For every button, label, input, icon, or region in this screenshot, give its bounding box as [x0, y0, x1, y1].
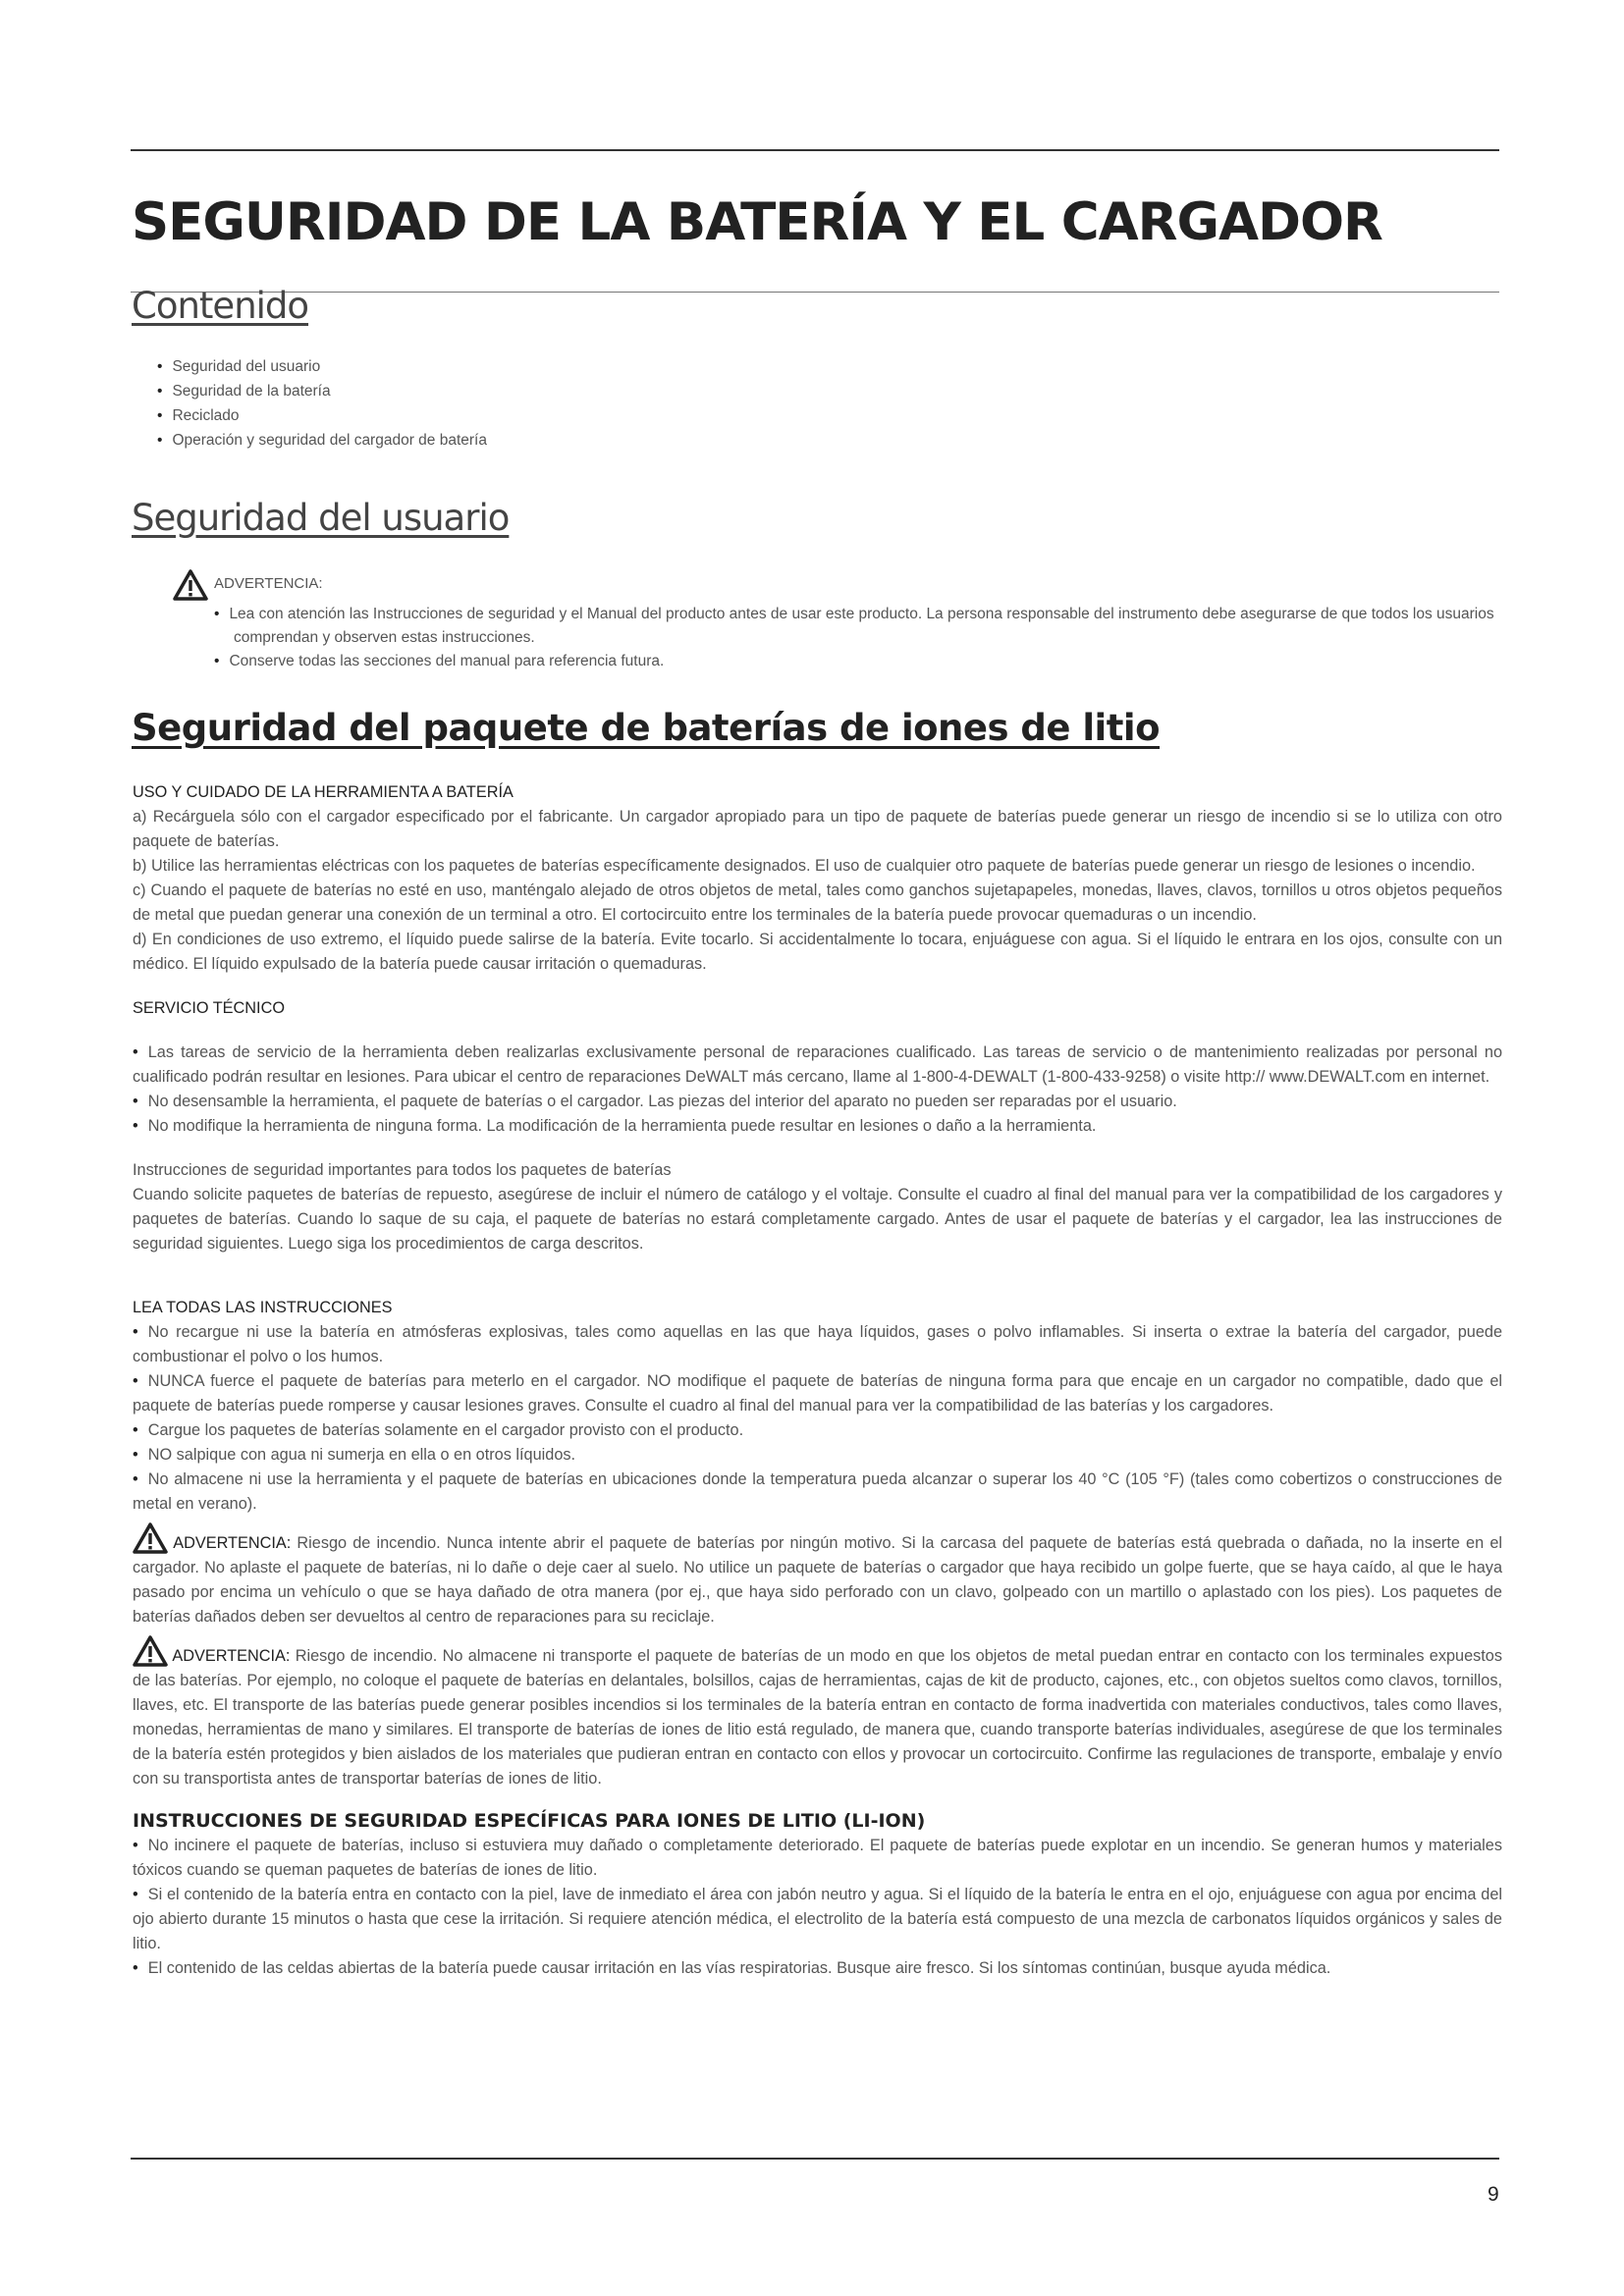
use-care-item: a) Recárguela sólo con el cargador especificado por el fabricante. Un cargador apropiado para un tipo de paquete de baterías puede generar un riesgo de incendio si se lo utiliza con otro paquete de baterías. — [133, 808, 1502, 850]
service-heading: SERVICIO TÉCNICO — [133, 999, 286, 1017]
li-ion-bullet: El contenido de las celdas abiertas de la batería puede causar irritación en las vías respiratorias. Busque aire fresco. Si los síntomas continúan, busque ayuda médica. — [147, 1959, 1331, 1977]
li-ion-bullet: Si el contenido de la batería entra en contacto con la piel, lave de inmediato el área con jabón neutro y agua. Si el líquido de la batería le entra en el ojo, enjuáguese con agua por encima del ojo abierto durante 15 minutos o hasta que cese la irritación. Si requiere atención médica, el electrolito de la batería está compuesto de una mezcla de carbonatos líquidos orgánicos y sales de litio. — [133, 1886, 1502, 1952]
warning-icon — [133, 1635, 168, 1667]
battery-pack-heading: Seguridad del paquete de baterías de iones de litio — [132, 707, 1161, 749]
read-all-bullet: Cargue los paquetes de baterías solamente en el cargador provisto con el producto. — [147, 1421, 744, 1439]
important-heading: Instrucciones de seguridad importantes para todos los paquetes de baterías — [133, 1161, 672, 1179]
contents-item: • Seguridad del usuario — [157, 354, 487, 379]
service-bullet: No desensamble la herramienta, el paquete de baterías o el cargador. Las piezas del interior del aparato no pueden ser reparadas por el usuario. — [147, 1093, 1177, 1110]
service-bullet: No modifique la herramienta de ninguna forma. La modificación de la herramienta puede resultar en lesiones o daño a la herramienta. — [147, 1117, 1097, 1135]
contents-heading: Contenido — [132, 285, 309, 327]
read-all-bullet: No almacene ni use la herramienta y el paquete de baterías en ubicaciones donde la temperatura pueda alcanzar o superar los 40 °C (105 °F) (tales como cobertizos o construcciones de metal en verano). — [133, 1470, 1502, 1513]
read-all-bullet: NO salpique con agua ni sumerja en ella o en otros líquidos. — [147, 1446, 576, 1464]
page-number: 9 — [1488, 2183, 1499, 2206]
page-title: SEGURIDAD DE LA BATERÍA Y EL CARGADOR — [132, 192, 1382, 252]
contents-item: • Seguridad de la batería — [157, 379, 487, 403]
li-ion-heading: INSTRUCCIONES DE SEGURIDAD ESPECÍFICAS PARA IONES DE LITIO (LI-ION) — [133, 1810, 926, 1832]
title-underline-rule — [131, 292, 1499, 293]
contents-item: • Operación y seguridad del cargador de batería — [157, 428, 487, 453]
user-safety-bullet: Lea con atención las Instrucciones de seguridad y el Manual del producto antes de usar este producto. La persona responsable del instrumento debe asegurarse de que todos los usuarios comprendan y observen estas instrucciones. — [229, 606, 1494, 646]
transport-warning-text: Riesgo de incendio. No almacene ni transporte el paquete de baterías de un modo en que los objetos de metal puedan entrar en contacto con los terminales expuestos de las baterías. Por ejemplo, no coloque el paquete de baterías en delantales, bolsillos, cajas de herramientas, cajas de kit de producto, cajones, etc., con objetos sueltos como clavos, tornillos, llaves, etc. El transporte de las baterías puede generar posibles incendios si los terminales de la batería entran en contacto de forma inadvertida con materiales conductivos, tales como llaves, monedas, herramientas de mano y similares. El transporte de baterías de iones de litio está regulado, de manera que, cuando transporte baterías individuales, asegúrese de que los terminales de la batería estén protegidos y bien aislados de los materiales que pudieran entran en contacto con ellos y provocar un cortocircuito. Confirme las regulaciones de transporte, embalaje y envío con su transportista antes de transportar baterías de iones de litio. — [133, 1647, 1503, 1788]
user-safety-block — [173, 569, 1508, 673]
important-text: Cuando solicite paquetes de baterías de repuesto, asegúrese de incluir el número de catálogo y el voltaje. Consulte el cuadro al final del manual para ver la compatibilidad de los cargadores y paquetes de baterías. Cuando lo saque de su caja, el paquete de baterías no estará completamente cargado. Antes de usar el paquete de baterías y el cargador, lea las instrucciones de seguridad siguientes. Luego siga los procedimientos de carga descritos. — [133, 1186, 1502, 1253]
li-ion-bullet: No incinere el paquete de baterías, incluso si estuviera muy dañado o completamente deteriorado. El paquete de baterías puede explotar en un incendio. Se generan humos y materiales tóxicos cuando se queman paquetes de baterías de iones de litio. — [133, 1837, 1502, 1879]
user-safety-bullet: Conserve todas las secciones del manual para referencia futura. — [229, 653, 665, 669]
contents-list — [157, 354, 487, 453]
battery-pack-body — [133, 780, 1502, 1981]
top-rule — [131, 149, 1499, 151]
use-care-item: c) Cuando el paquete de baterías no esté en uso, manténgalo alejado de otros objetos de metal, tales como ganchos sujetapapeles, monedas, llaves, clavos, tornillos u otros objetos pequeños de metal que puedan generar una conexión de un terminal a otro. El cortocircuito entre los terminales de la batería puede provocar quemaduras o un incendio. — [133, 881, 1502, 924]
fire-warning-text: Riesgo de incendio. Nunca intente abrir el paquete de baterías por ningún motivo. Si la carcasa del paquete de baterías está quebrada o dañada, no la inserte en el cargador. No aplaste el paquete de baterías, ni lo dañe o deje caer al suelo. No utilice un paquete de baterías o cargador que haya recibido un golpe fuerte, que se haya caído, al que le haya pasado por encima un vehículo o que se haya dañado de otra manera (por ej., que haya sido perforado con un clavo, golpeado con un martillo o aplastado con los pies). Los paquetes de baterías dañados deben ser devueltos al centro de reparaciones para su reciclaje. — [133, 1534, 1502, 1626]
use-care-heading: USO Y CUIDADO DE LA HERRAMIENTA A BATERÍA — [133, 783, 514, 801]
warning-icon — [173, 569, 208, 601]
use-care-item: d) En condiciones de uso extremo, el líquido puede salirse de la batería. Evite tocarlo. Si accidentalmente lo tocara, enjuáguese con agua. Si el líquido le entrara en los ojos, consulte con un médico. El líquido expulsado de la batería puede causar irritación o quemaduras. — [133, 931, 1502, 973]
bottom-rule — [131, 2158, 1499, 2160]
user-safety-heading: Seguridad del usuario — [132, 497, 510, 539]
warning-label: ADVERTENCIA: — [214, 575, 323, 592]
read-all-bullet: NUNCA fuerce el paquete de baterías para meterlo en el cargador. NO modifique el paquete de baterías de ninguna forma para que encaje en un cargador no compatible, dado que el paquete de baterías puede romperse y causar lesiones graves. Consulte el cuadro al final del manual para ver la compatibilidad de las baterías y los cargadores. — [133, 1372, 1502, 1415]
read-all-heading: LEA TODAS LAS INSTRUCCIONES — [133, 1299, 393, 1316]
warning-icon — [133, 1522, 168, 1554]
use-care-item: b) Utilice las herramientas eléctricas con los paquetes de baterías específicamente designados. El uso de cualquier otro paquete de baterías puede generar un riesgo de lesiones o incendio. — [133, 857, 1476, 875]
read-all-bullet: No recargue ni use la batería en atmósferas explosivas, tales como aquellas en las que haya líquidos, gases o polvo inflamables. Si inserta o extrae la batería del cargador, puede combustionar el polvo o los humos. — [133, 1323, 1502, 1365]
service-bullet: Las tareas de servicio de la herramienta deben realizarlas exclusivamente personal de reparaciones cualificado. Las tareas de servicio o de mantenimiento realizadas por personal no cualificado podrán resultar en lesiones. Para ubicar el centro de reparaciones DeWALT más cercano, llame al 1-800-4-DEWALT (1-800-433-9258) o visite http:// www.DEWALT.com en internet. — [133, 1043, 1502, 1086]
fire-warning-label: ADVERTENCIA: — [173, 1534, 292, 1552]
contents-item: • Reciclado — [157, 403, 487, 428]
transport-warning-label: ADVERTENCIA: — [172, 1647, 291, 1665]
